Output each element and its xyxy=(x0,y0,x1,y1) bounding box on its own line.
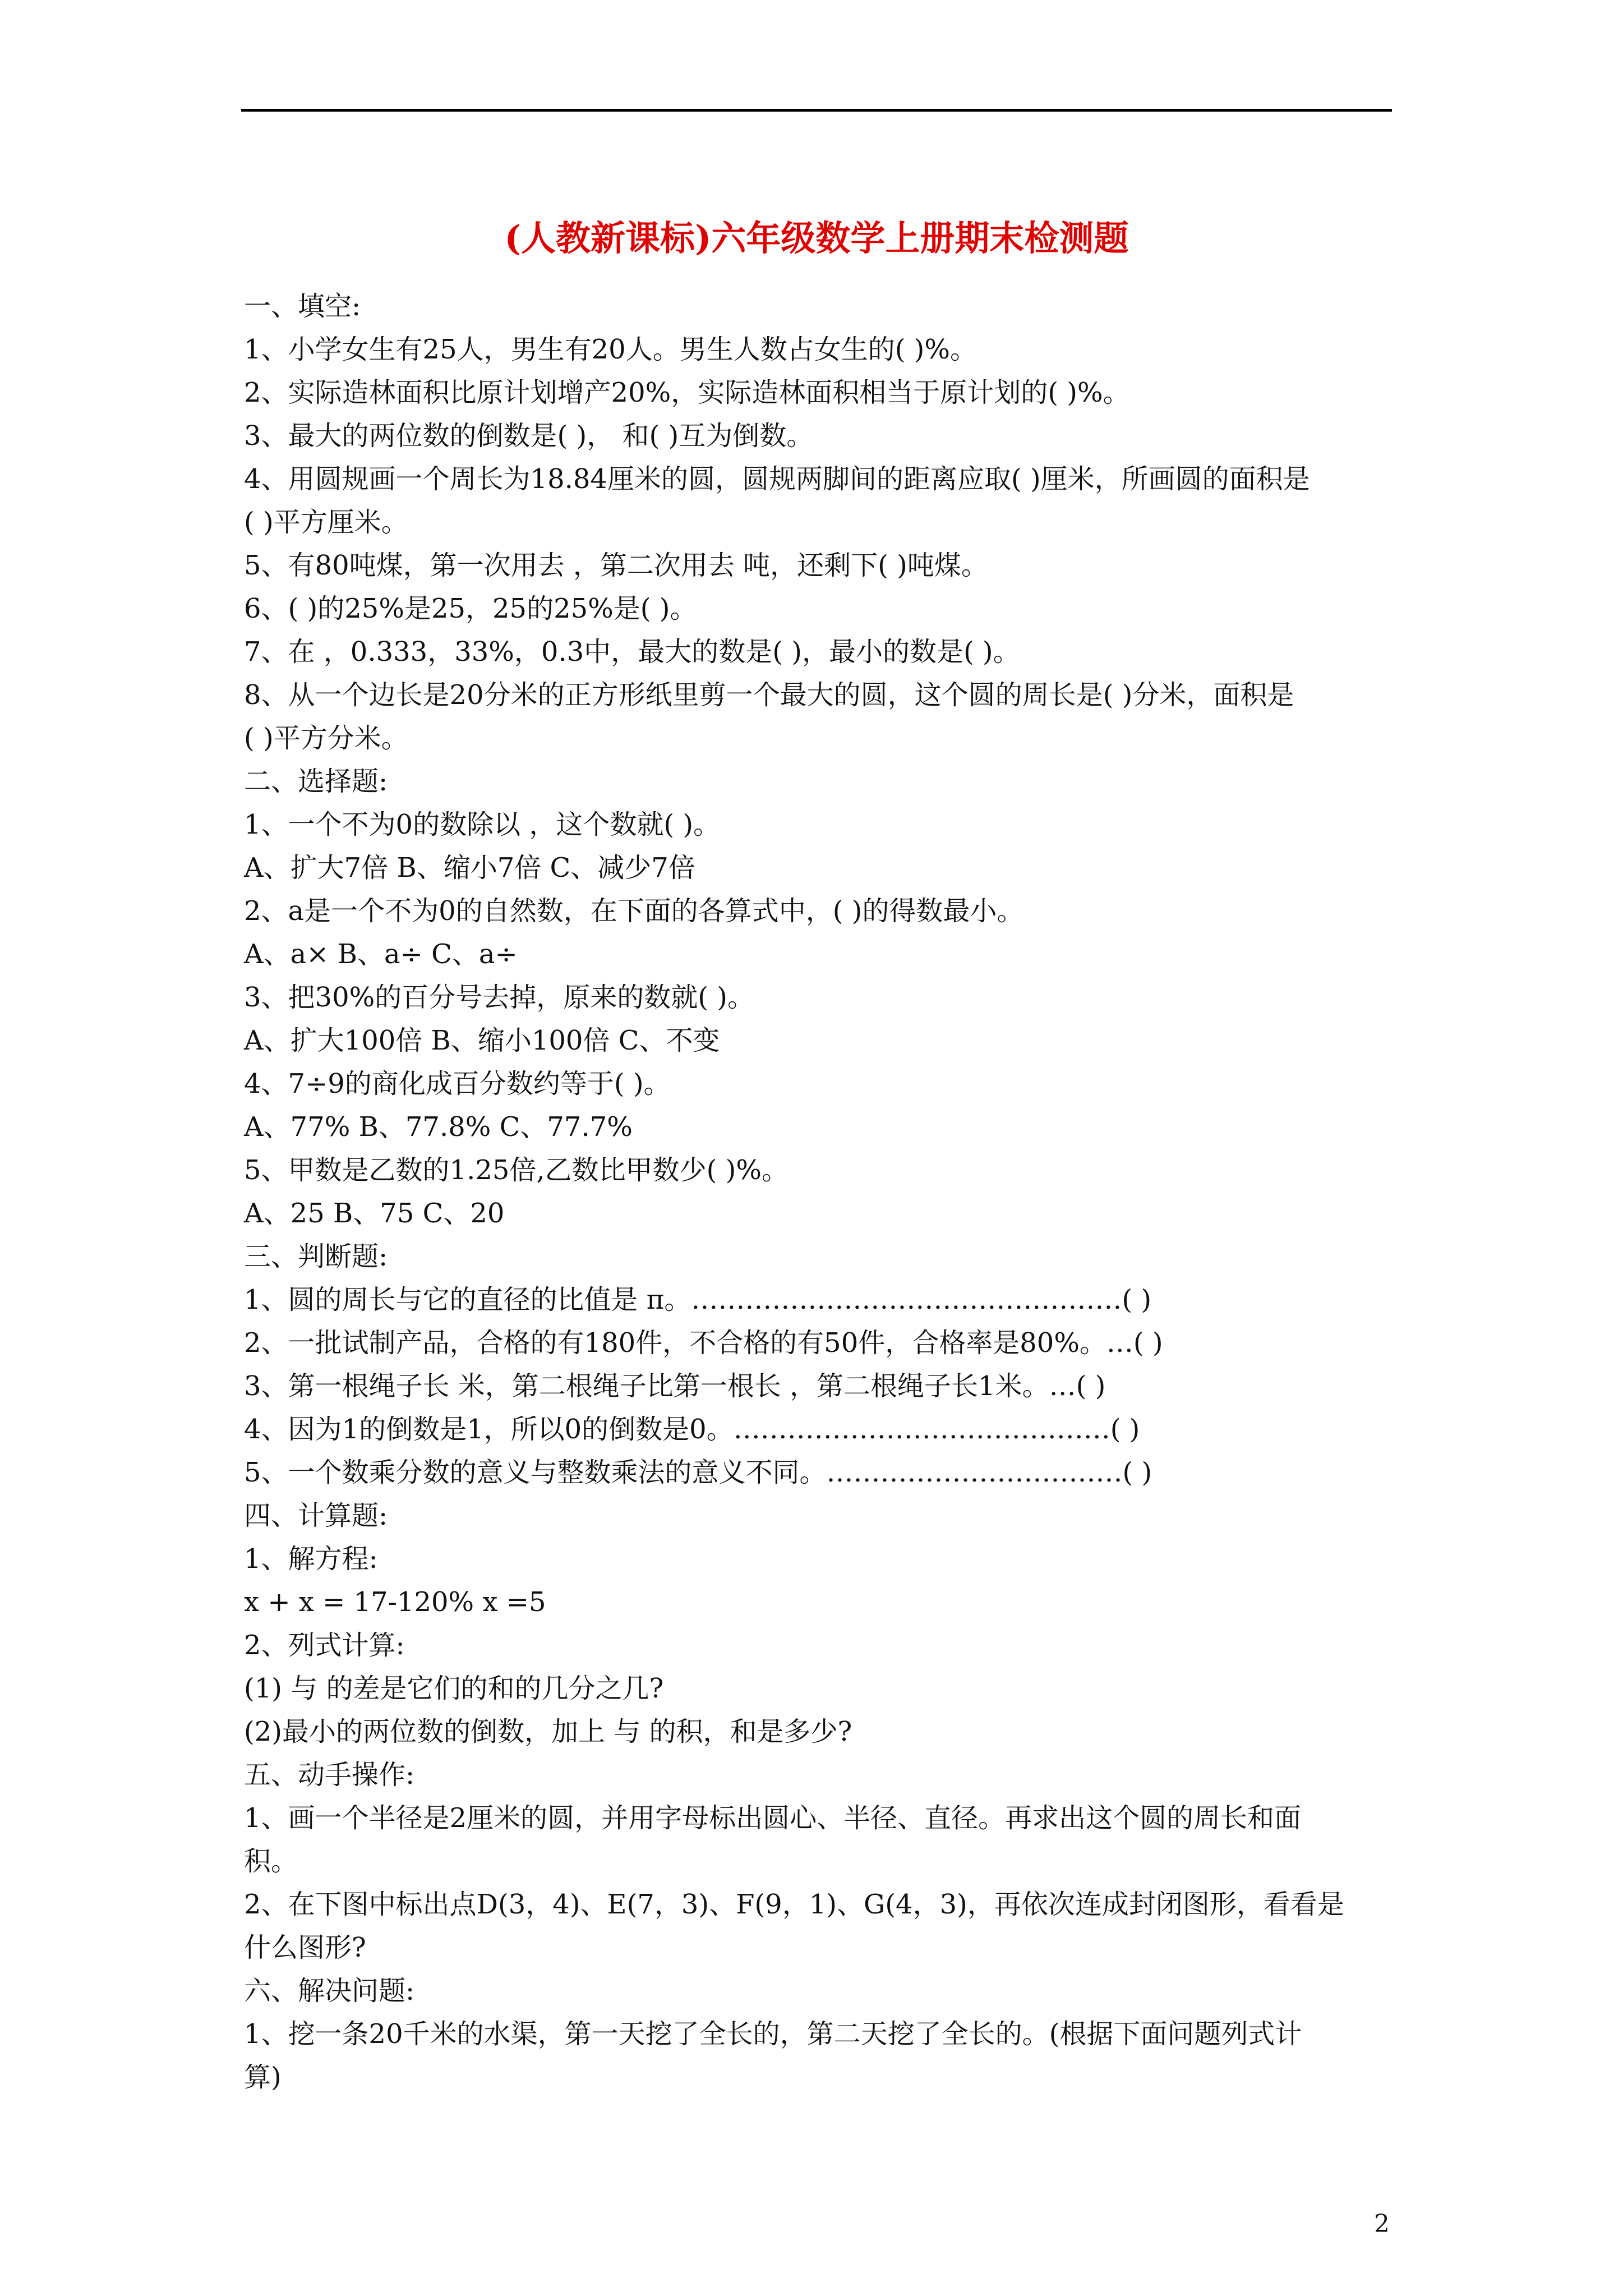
text-line: 2、列式计算: xyxy=(244,1630,405,1661)
section-heading: 四、计算题: xyxy=(244,1500,388,1531)
text-line: 2、a是一个不为0的自然数，在下面的各算式中，( )的得数最小。 xyxy=(244,895,1024,927)
header-rule xyxy=(241,109,1392,112)
section-heading: 一、填空: xyxy=(244,291,361,322)
text-line: 5、一个数乘分数的意义与整数乘法的意义不同。……………………………( ) xyxy=(244,1457,1152,1488)
text-line: 2、在下图中标出点D(3，4)、E(7，3)、F(9，1)、G(4，3)，再依次连成封闭图形，看看是 xyxy=(244,1889,1344,1920)
text-line: 6、( )的25%是25，25的25%是( )。 xyxy=(244,593,697,624)
section-heading: 三、判断题: xyxy=(244,1241,388,1272)
section-heading: 五、动手操作: xyxy=(244,1759,415,1791)
text-line: 4、用圆规画一个周长为18.84厘米的圆，圆规两脚间的距离应取( )厘米，所画圆的面积是 xyxy=(244,463,1310,495)
text-line: (1) 与 的差是它们的和的几分之几? xyxy=(244,1673,664,1704)
text-line: ( )平方厘米。 xyxy=(244,507,408,538)
text-line: 5、有80吨煤，第一次用去 ，第二次用去 吨，还剩下( )吨煤。 xyxy=(244,550,988,581)
text-line: 1、解方程: xyxy=(244,1543,378,1575)
text-line: 积。 xyxy=(244,1846,298,1877)
text-line: (2)最小的两位数的倒数，加上 与 的积，和是多少? xyxy=(244,1716,852,1747)
text-line: 2、实际造林面积比原计划增产20%，实际造林面积相当于原计划的( )%。 xyxy=(244,377,1130,408)
text-line: 1、一个不为0的数除以 ，这个数就( )。 xyxy=(244,809,721,840)
text-line: 算) xyxy=(244,2062,282,2093)
text-line: 8、从一个边长是20分米的正方形纸里剪一个最大的圆，这个圆的周长是( )分米，面积是 xyxy=(244,679,1294,711)
text-line: 什么图形? xyxy=(244,1932,366,1963)
text-line: 3、把30%的百分号去掉，原来的数就( )。 xyxy=(244,982,754,1013)
text-line: A、a× B、a÷ C、a÷ xyxy=(244,938,518,970)
text-line: A、扩大7倍 B、缩小7倍 C、减少7倍 xyxy=(244,852,695,884)
text-line: ( )平方分米。 xyxy=(244,723,408,754)
text-line: x + x = 17-120% x =5 xyxy=(244,1586,546,1618)
text-line: A、扩大100倍 B、缩小100倍 C、不变 xyxy=(244,1025,720,1056)
text-line: A、77% B、77.8% C、77.7% xyxy=(244,1111,633,1143)
text-line: 4、因为1的倒数是1，所以0的倒数是0。……………………………………( ) xyxy=(244,1414,1140,1445)
text-line: 1、画一个半径是2厘米的圆，并用字母标出圆心、半径、直径。再求出这个圆的周长和面 xyxy=(244,1802,1302,1834)
text-line: 5、甲数是乙数的1.25倍,乙数比甲数少( )%。 xyxy=(244,1154,789,1186)
text-line: 2、一批试制产品，合格的有180件，不合格的有50件，合格率是80%。…( ) xyxy=(244,1327,1163,1359)
document-title: (人教新课标)六年级数学上册期末检测题 xyxy=(504,218,1129,259)
text-line: 3、最大的两位数的倒数是( )， 和( )互为倒数。 xyxy=(244,420,814,452)
section-heading: 二、选择题: xyxy=(244,766,388,797)
text-line: 1、挖一条20千米的水渠，第一天挖了全长的，第二天挖了全长的。(根据下面问题列式计 xyxy=(244,2018,1302,2050)
text-line: A、25 B、75 C、20 xyxy=(244,1198,505,1229)
document-body xyxy=(244,285,1399,2099)
text-line: 3、第一根绳子长 米，第二根绳子比第一根长 ，第二根绳子长1米。…( ) xyxy=(244,1370,1106,1402)
text-line: 4、7÷9的商化成百分数约等于( )。 xyxy=(244,1068,671,1099)
page-number: 2 xyxy=(1374,2210,1390,2238)
text-line: 1、小学女生有25人，男生有20人。男生人数占女生的( )%。 xyxy=(244,334,978,365)
text-line: 7、在 ，0.333，33%，0.3中，最大的数是( )，最小的数是( )。 xyxy=(244,636,1020,668)
text-line: 1、圆的周长与它的直径的比值是 π。…………………………………………( ) xyxy=(244,1284,1152,1315)
section-heading: 六、解决问题: xyxy=(244,1975,415,2007)
